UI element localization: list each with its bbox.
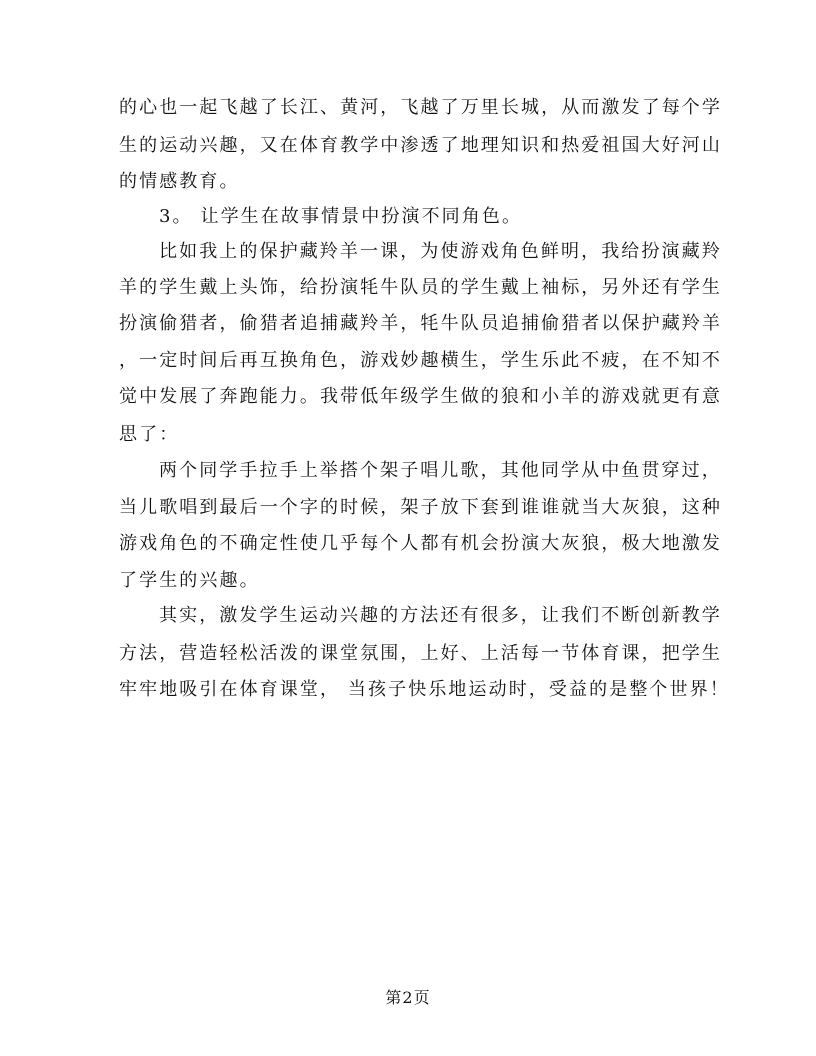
page-number: 第2页 (385, 988, 431, 1007)
body-text-line: 其实，激发学生运动兴趣的方法还有很多，让我们不断创新教学 (159, 605, 722, 626)
numbered-heading: 3。 让学生在故事情景中扮演不同角色。 (159, 206, 523, 227)
body-text-line: 当儿歌唱到最后一个字的时候，架子放下套到谁谁就当大灰狼，这种 (119, 497, 722, 518)
body-text-line: 思了： (119, 424, 180, 445)
body-text-line: 方法，营造轻松活泼的课堂氛围，上好、上活每一节体育课，把学生 (119, 643, 722, 664)
body-text-line: 觉中发展了奔跑能力。我带低年级学生做的狼和小羊的游戏就更有意 (119, 386, 722, 407)
body-text-line: 了学生的兴趣。 (119, 570, 260, 591)
body-text-line: 扮演偷猎者，偷猎者追捕藏羚羊，牦牛队员追捕偷猎者以保护藏羚羊 (119, 313, 722, 334)
body-text-line: ，一定时间后再互换角色，游戏妙趣横生，学生乐此不疲，在不知不 (119, 350, 722, 371)
body-text-line: 游戏角色的不确定性使几乎每个人都有机会扮演大灰狼，极大地激发 (119, 533, 722, 554)
body-text-line: 牢牢地吸引在体育课堂， 当孩子快乐地运动时，受益的是整个世界！ (119, 679, 730, 700)
body-text-line: 生的运动兴趣，又在体育教学中渗透了地理知识和热爱祖国大好河山 (119, 135, 722, 156)
body-text-line: 的情感教育。 (119, 171, 240, 192)
body-text-line: 的心也一起飞越了长江、黄河，飞越了万里长城，从而激发了每个学 (119, 97, 722, 118)
body-text-line: 比如我上的保护藏羚羊一课，为使游戏角色鲜明，我给扮演藏羚 (159, 241, 722, 262)
body-text-line: 羊的学生戴上头饰，给扮演牦牛队员的学生戴上袖标，另外还有学生 (119, 277, 722, 298)
body-text-line: 两个同学手拉手上举搭个架子唱儿歌，其他同学从中鱼贯穿过， (159, 460, 722, 481)
